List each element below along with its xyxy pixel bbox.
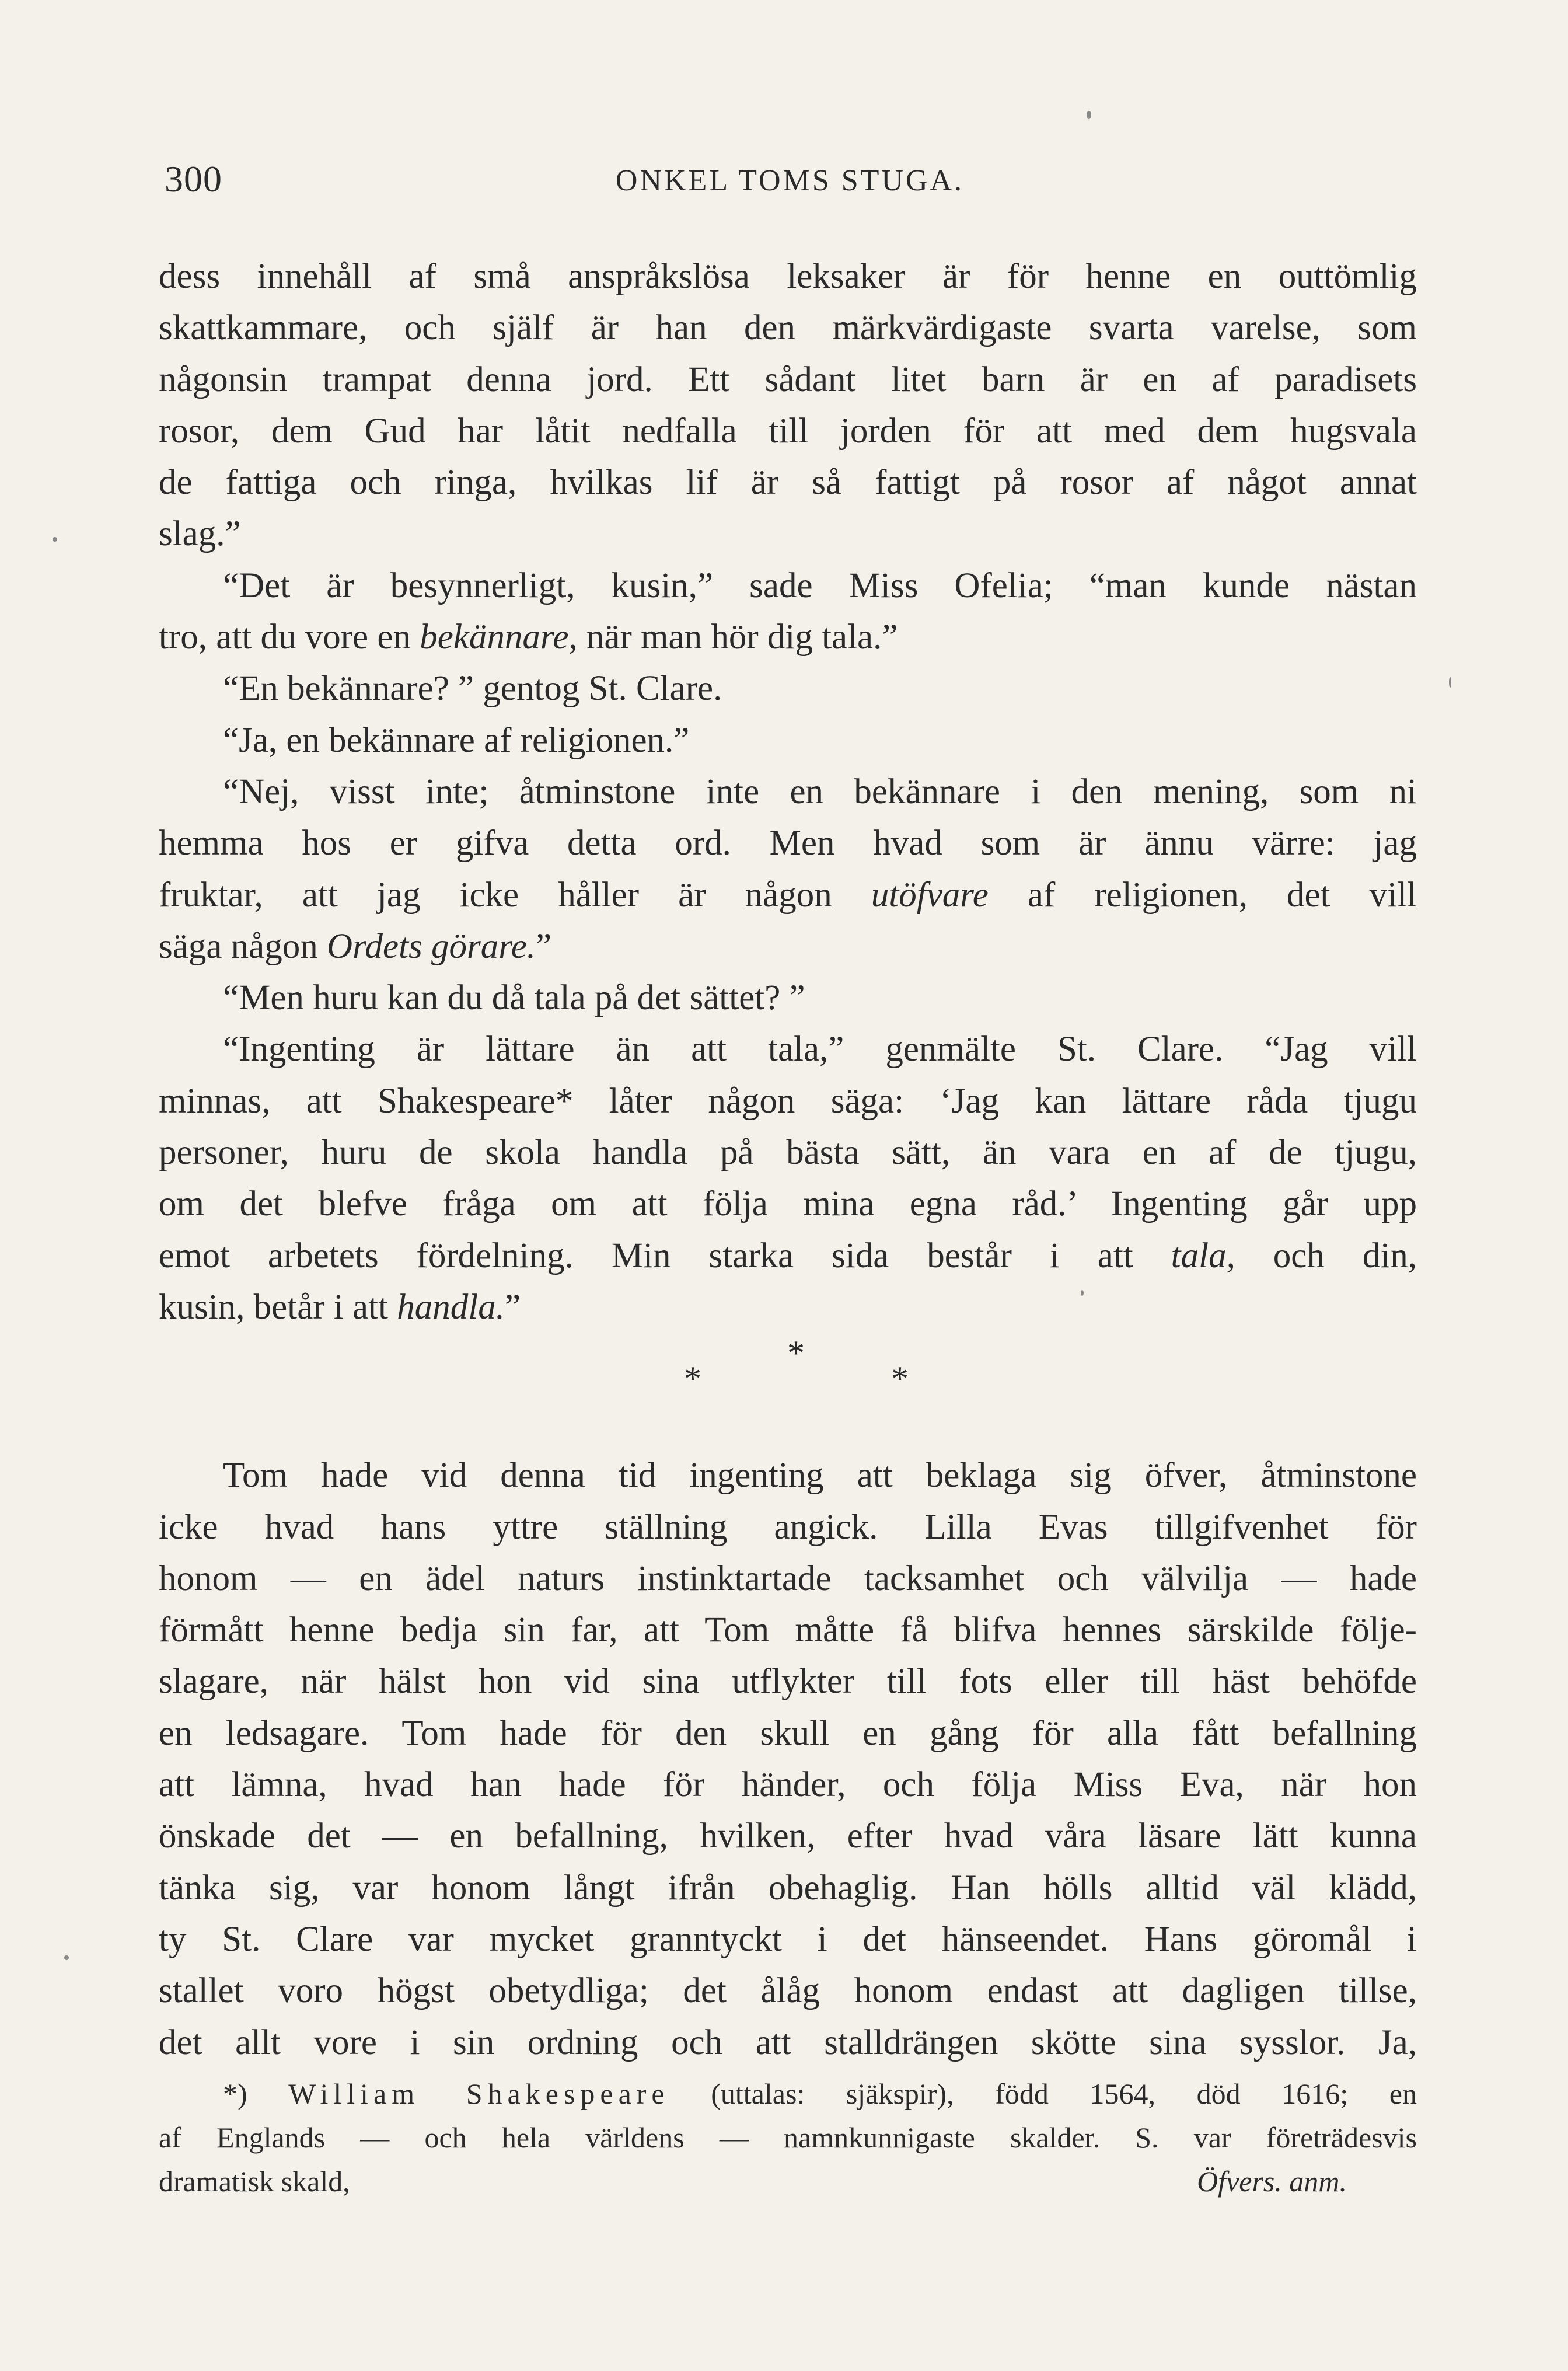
text-line: förmått henne bedja sin far, att Tom måtte få blifva hennes särskilde följe- xyxy=(159,1610,1417,1650)
dialogue-line: “Ja, en bekännare af religionen.” xyxy=(223,720,690,760)
italic-word: utöfvare xyxy=(871,875,989,915)
dialogue-line: “Det är besynnerligt, kusin,” sade Miss Ofelia; “man kunde nästan xyxy=(223,566,1417,605)
text-span: säga någon xyxy=(159,926,327,966)
dialogue-line xyxy=(159,612,1417,663)
scan-speck xyxy=(53,537,57,542)
page-number: 300 xyxy=(165,158,222,200)
footnote xyxy=(159,2072,1417,2203)
text-line: de fattiga och ringa, hvilkas lif är så fattigt på rosor af något annat xyxy=(159,463,1417,503)
running-title: ONKEL TOMS STUGA. xyxy=(615,164,965,197)
dialogue-line xyxy=(159,1282,1417,1333)
dialogue-line xyxy=(159,870,1417,921)
text-line: en ledsagare. Tom hade för den skull en gång för alla fått befallning xyxy=(159,1713,1417,1753)
text-span: och din, xyxy=(1235,1236,1417,1275)
text-span: , när man hör dig tala.” xyxy=(568,618,898,657)
text-line: dess innehåll af små anspråkslösa leksaker är för henne en outtömlig xyxy=(159,257,1417,296)
text-line: slag.” xyxy=(159,514,241,554)
dialogue-line xyxy=(159,921,1417,972)
footnote-line xyxy=(159,2072,1417,2116)
scan-speck xyxy=(1087,111,1091,119)
dialogue-line: “Men huru kan du då tala på det sättet? ” xyxy=(223,978,805,1018)
dialogue-line: “Nej, visst inte; åtminstone inte en bekännare i den mening, som ni xyxy=(223,772,1417,811)
text-span: tro, att du vore en xyxy=(159,618,420,657)
text-line: slagare, när hälst hon vid sina utflykter till fots eller till häst behöfde xyxy=(159,1662,1417,1701)
dialogue-line xyxy=(159,1230,1417,1282)
scan-speck xyxy=(1081,1290,1084,1296)
footnote-line: af Englands — och hela världens — namnkunnigaste skalder. S. var företrädesvis xyxy=(159,2121,1417,2154)
scan-speck xyxy=(64,1955,69,1960)
section-break-asterism xyxy=(159,1333,1417,1450)
dialogue-line: minnas, att Shakespeare* låter någon säga: ‘Jag kan lättare råda tjugu xyxy=(159,1081,1417,1121)
text-line: tänka sig, var honom långt ifrån obehaglig. Han hölls alltid väl klädd, xyxy=(159,1868,1417,1908)
footnote-line xyxy=(159,2160,1417,2203)
text-span: emot arbetets fördelning. Min starka sida består i att xyxy=(159,1236,1171,1275)
dialogue-line: “Ingenting är lättare än att tala,” genmälte St. Clare. “Jag vill xyxy=(223,1030,1417,1069)
italic-word: tala, xyxy=(1171,1236,1235,1275)
text-line: rosor, dem Gud har låtit nedfalla till jorden för att med dem hugsvala xyxy=(159,411,1417,451)
dialogue-line: hemma hos er gifva detta ord. Men hvad som är ännu värre: jag xyxy=(159,824,1417,863)
asterisk: * xyxy=(787,1334,805,1373)
text-line: Tom hade vid denna tid ingenting att beklaga sig öfver, åtminstone xyxy=(223,1456,1417,1495)
dialogue-line: personer, huru de skola handla på bästa sätt, än vara en af de tjugu, xyxy=(159,1133,1417,1173)
text-line: ty St. Clare var mycket granntyckt i det hänseendet. Hans göromål i xyxy=(159,1919,1417,1959)
footnote-text: (uttalas: sjäkspir), född 1564, död 1616; en xyxy=(711,2077,1417,2110)
text-line: önskade det — en befallning, hvilken, efter hvad våra läsare lätt kunna xyxy=(159,1816,1417,1856)
text-line: någonsin trampat denna jord. Ett sådant litet barn är en af paradisets xyxy=(159,360,1417,399)
text-span: ” xyxy=(536,926,552,966)
italic-word: handla. xyxy=(397,1287,505,1327)
asterisk: * xyxy=(684,1359,701,1399)
dialogue-line: “En bekännare? ” gentog St. Clare. xyxy=(223,669,722,709)
dialogue-line: om det blefve fråga om att följa mina egna råd.’ Ingenting går upp xyxy=(159,1184,1417,1224)
text-line: det allt vore i sin ordning och att stalldrängen skötte sina sysslor. Ja, xyxy=(159,2023,1417,2062)
text-line: skattkammare, och själf är han den märkvärdigaste svarta varelse, som xyxy=(159,308,1417,348)
text-line: honom — en ädel naturs instinktartade tacksamhet och välvilja — hade xyxy=(159,1558,1417,1598)
translator-note-credit: Öfvers. anm. xyxy=(1197,2165,1347,2198)
body-text xyxy=(159,251,1417,2069)
page-header xyxy=(165,158,1415,210)
text-line: stallet voro högst obetydliga; det ålåg honom endast att dagligen tillse, xyxy=(159,1971,1417,2011)
text-line: icke hvad hans yttre ställning angick. Lilla Evas tillgifvenhet för xyxy=(159,1507,1417,1547)
text-span: kusin, betår i att xyxy=(159,1287,397,1327)
italic-word: Ordets görare. xyxy=(326,926,536,966)
text-span: af religionen, det vill xyxy=(988,875,1417,915)
text-line: att lämna, hvad han hade för händer, och följa Miss Eva, när hon xyxy=(159,1765,1417,1805)
footnote-marker: *) xyxy=(223,2077,247,2110)
italic-word: bekännare xyxy=(420,618,569,657)
footnote-text: dramatisk skald, xyxy=(159,2165,350,2198)
asterisk: * xyxy=(891,1359,909,1399)
text-span: fruktar, att jag icke håller är någon xyxy=(159,875,871,915)
scan-speck xyxy=(1449,677,1451,688)
text-span: ” xyxy=(504,1287,521,1327)
footnote-name: William Shakespeare xyxy=(288,2077,670,2110)
